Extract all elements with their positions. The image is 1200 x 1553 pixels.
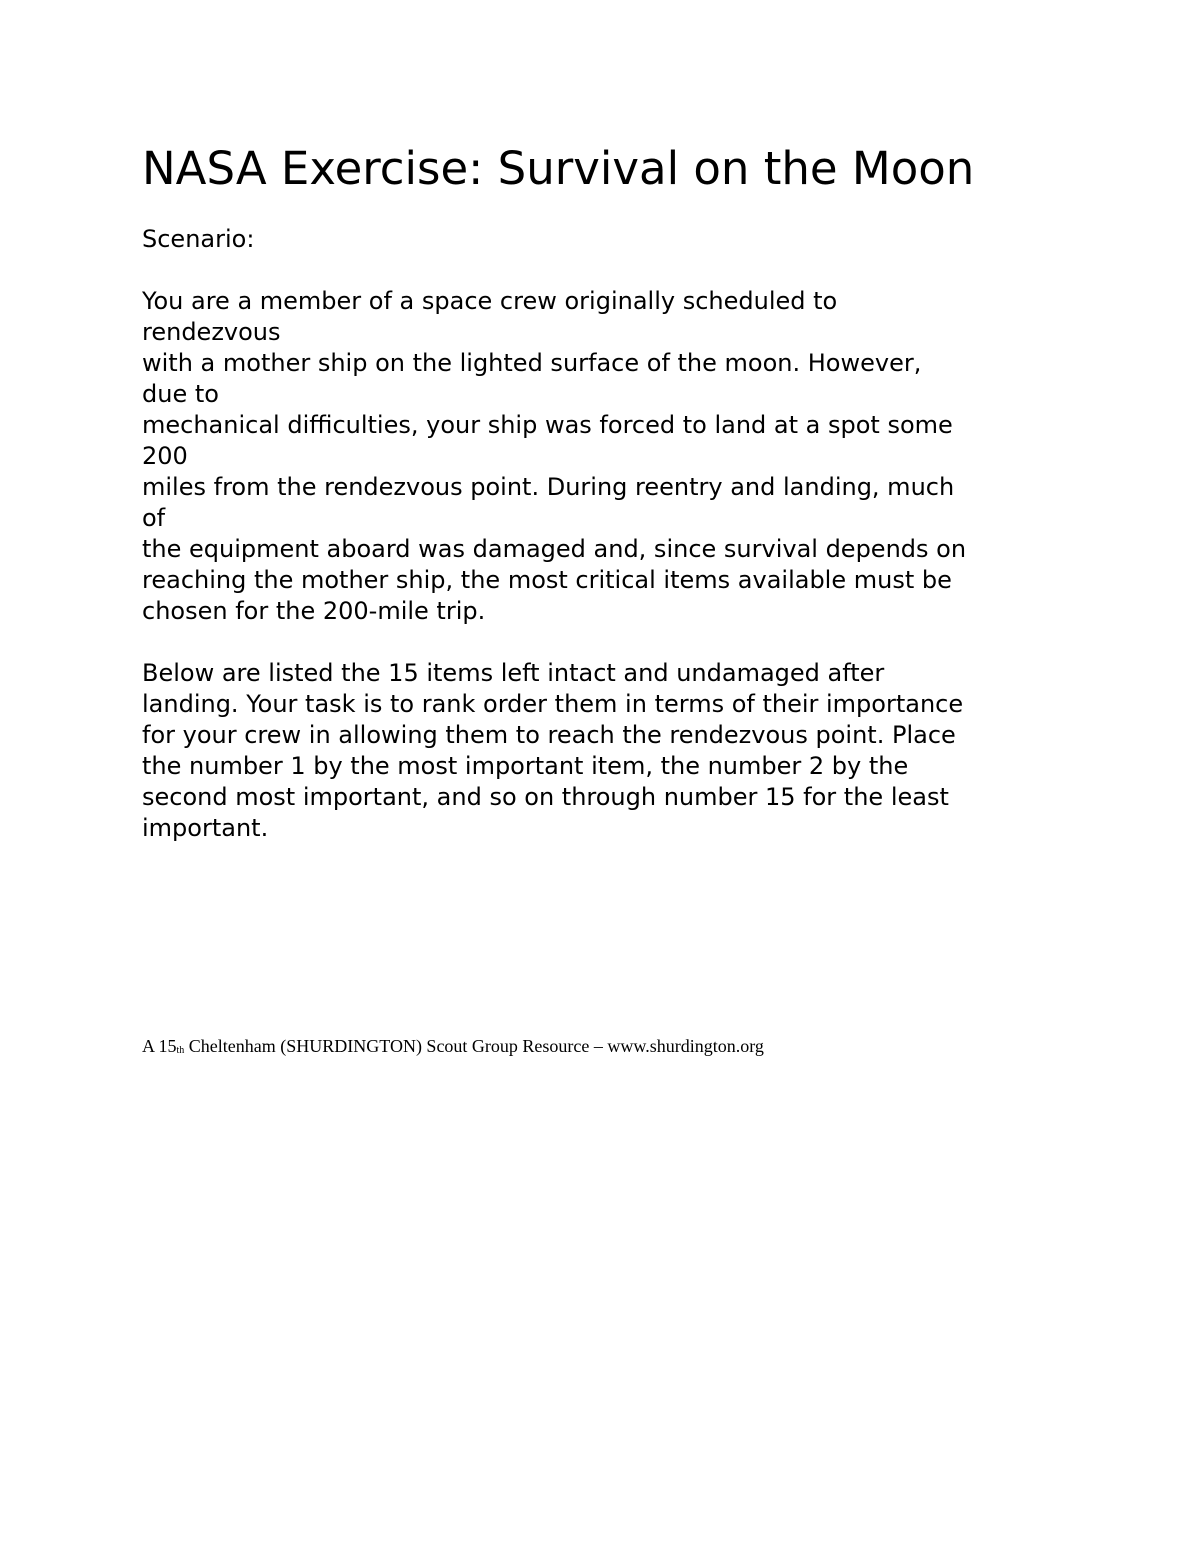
paragraph-line: for your crew in allowing them to reach the rendezvous point. Place: [142, 721, 956, 749]
paragraph-line: reaching the mother ship, the most critical items available must be: [142, 566, 952, 594]
paragraph-line: 200: [142, 442, 188, 470]
footer-prefix: A 15: [142, 1036, 177, 1056]
paragraph-line: miles from the rendezvous point. During reentry and landing, much: [142, 473, 955, 501]
paragraph-line: important.: [142, 814, 269, 842]
paragraph-line: of: [142, 504, 166, 532]
scenario-paragraph: [142, 286, 1062, 627]
paragraph-line: due to: [142, 380, 219, 408]
paragraph-line: the number 1 by the most important item, the number 2 by the: [142, 752, 909, 780]
footer-suffix: Cheltenham (SHURDINGTON) Scout Group Resource – www.shurdington.org: [184, 1036, 764, 1056]
paragraph-line: second most important, and so on through number 15 for the least: [142, 783, 949, 811]
paragraph-line: with a mother ship on the lighted surface of the moon. However,: [142, 349, 922, 377]
paragraph-line: mechanical difficulties, your ship was forced to land at a spot some: [142, 411, 953, 439]
footer-ordinal-suffix: th: [176, 1045, 185, 1056]
paragraph-line: rendezvous: [142, 318, 281, 346]
footer-credit: [142, 1034, 764, 1062]
paragraph-line: chosen for the 200-mile trip.: [142, 597, 486, 625]
page-title: NASA Exercise: Survival on the Moon: [142, 142, 975, 195]
paragraph-line: You are a member of a space crew originally scheduled to: [142, 287, 838, 315]
paragraph-line: landing. Your task is to rank order them in terms of their importance: [142, 690, 964, 718]
task-paragraph: [142, 658, 1062, 844]
paragraph-line: the equipment aboard was damaged and, since survival depends on: [142, 535, 967, 563]
scenario-label: Scenario:: [142, 225, 255, 253]
document-body: [142, 138, 1062, 875]
paragraph-line: Below are listed the 15 items left intact and undamaged after: [142, 659, 885, 687]
